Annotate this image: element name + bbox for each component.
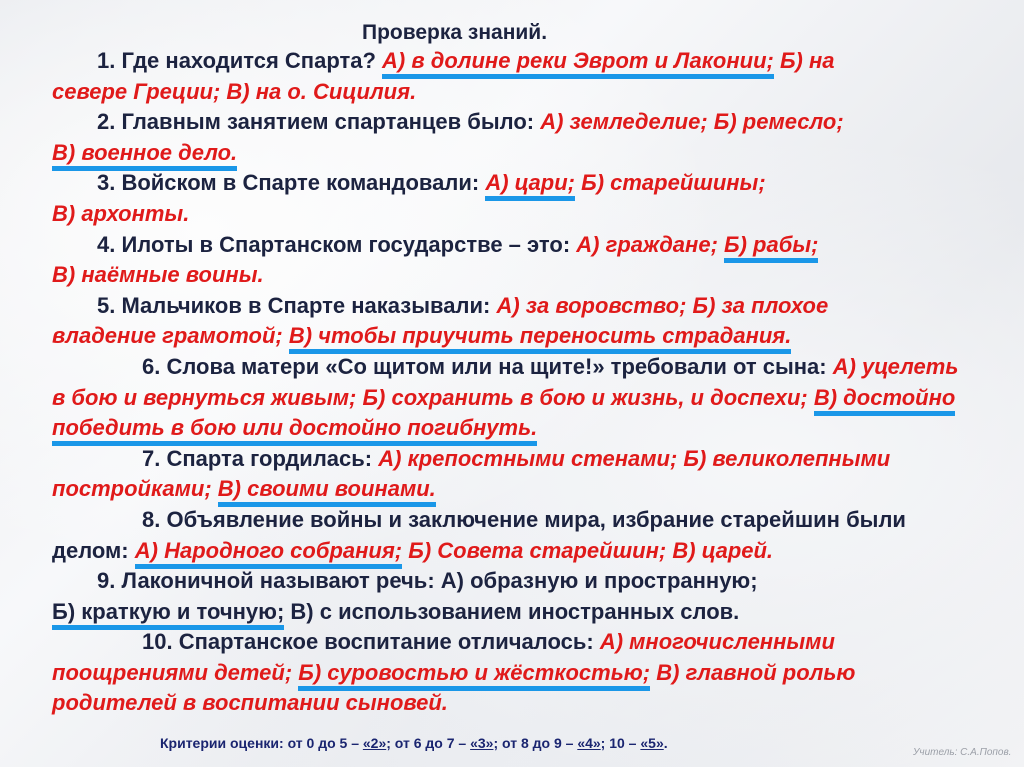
question-3-text: 3. Войском в Спарте командовали: <box>97 170 486 196</box>
question-10-answer-correct: Б) суровостью и жёсткостью; <box>298 660 650 691</box>
question-10-text: 10. Спартанское воспитание отличалось: <box>142 629 600 655</box>
question-1-text: 1. Где находится Спарта? <box>97 48 383 73</box>
quiz-content <box>52 46 967 719</box>
question-2-answer-correct: В) военное дело. <box>52 140 237 171</box>
question-9 <box>52 566 967 627</box>
criteria-text-3: ; от 8 до 9 – <box>493 735 578 751</box>
question-5 <box>52 291 967 352</box>
question-5-text: 5. Мальчиков в Спарте наказывали: <box>97 292 497 318</box>
question-3 <box>52 168 967 229</box>
question-9-answer-c: В) с использованием иностранных слов. <box>284 598 740 624</box>
question-7-answers: А) крепостными стенами; Б) великолепными постройками; <box>52 445 891 502</box>
question-8-text: 8. Объявление войны и заключение мира, избрание старейшин были делом: <box>52 506 906 563</box>
criteria-text-2: ; от 6 до 7 – <box>386 735 471 751</box>
question-10 <box>52 627 967 719</box>
question-9-text: 9. Лаконичной называют речь: <box>97 568 441 594</box>
criteria-text-1: Критерии оценки: от 0 до 5 – <box>160 735 363 751</box>
question-7-text: 7. Спарта гордилась: <box>142 445 379 471</box>
question-5-answer-b: владение грамотой; <box>52 323 289 349</box>
grade-3: «3» <box>470 735 494 751</box>
question-10-answer-c: В) главной ролью родителей в воспитании сыновей. <box>52 659 856 716</box>
question-1-answer-rest: севере Греции; В) на о. Сицилия. <box>52 78 417 104</box>
question-2-answers: А) земледелие; Б) ремесло; <box>540 109 844 135</box>
grade-2: «2» <box>362 735 387 751</box>
question-7 <box>52 444 967 505</box>
question-2-text: 2. Главным занятием спартанцев было: <box>97 109 541 135</box>
question-4 <box>52 230 967 291</box>
question-4-text: 4. Илоты в Спартанском государстве – это: <box>97 231 577 257</box>
question-3-answer-correct: А) цари; <box>485 170 575 201</box>
question-9-answer-a: А) образную и пространную; <box>440 568 758 594</box>
question-1 <box>52 46 967 107</box>
question-3-answer-b: Б) старейшины; <box>575 170 766 196</box>
criteria-end: . <box>663 735 668 751</box>
grade-5: «5» <box>640 735 664 751</box>
question-1-answer-b: Б) на <box>773 48 835 73</box>
teacher-signature: Учитель: С.А.Попов. <box>913 747 1012 758</box>
question-5-answer-correct: В) чтобы приучить переносить страдания. <box>289 323 792 354</box>
question-4-answer-a: А) граждане; <box>576 231 725 257</box>
question-8-answers-rest: Б) Совета старейшин; В) царей. <box>402 537 774 563</box>
question-9-answer-correct: Б) краткую и точную; <box>52 599 284 630</box>
question-6 <box>52 352 967 444</box>
question-8 <box>52 505 967 566</box>
question-6-answers: А) уцелеть в бою и вернуться живым; Б) сохранить в бою и жизнь, и доспехи; <box>52 353 959 410</box>
question-7-answer-correct: В) своими воинами. <box>218 476 436 507</box>
question-5-answer-a: А) за воровство; Б) за плохое <box>496 292 829 318</box>
question-1-answer-correct: А) в долине реки Эврот и Лаконии; <box>382 48 774 79</box>
question-6-answer-correct: В) достойно победить в бою или достойно погибнуть. <box>52 385 955 447</box>
grade-4: «4» <box>577 735 601 751</box>
grading-criteria <box>160 735 668 751</box>
question-6-text: 6. Слова матери «Со щитом или на щите!» требовали от сына: <box>142 353 833 379</box>
question-10-answer-a: А) многочисленными поощрениями детей; <box>52 629 835 685</box>
slide-title: Проверка знаний. <box>362 21 548 44</box>
question-3-answer-c: В) архонты. <box>52 200 190 226</box>
question-8-answer-correct: А) Народного собрания; <box>135 538 402 569</box>
criteria-text-4: ; 10 – <box>600 735 641 751</box>
question-4-answer-c: В) наёмные воины. <box>52 262 264 288</box>
question-2 <box>52 107 967 168</box>
question-4-answer-correct: Б) рабы; <box>724 232 818 263</box>
